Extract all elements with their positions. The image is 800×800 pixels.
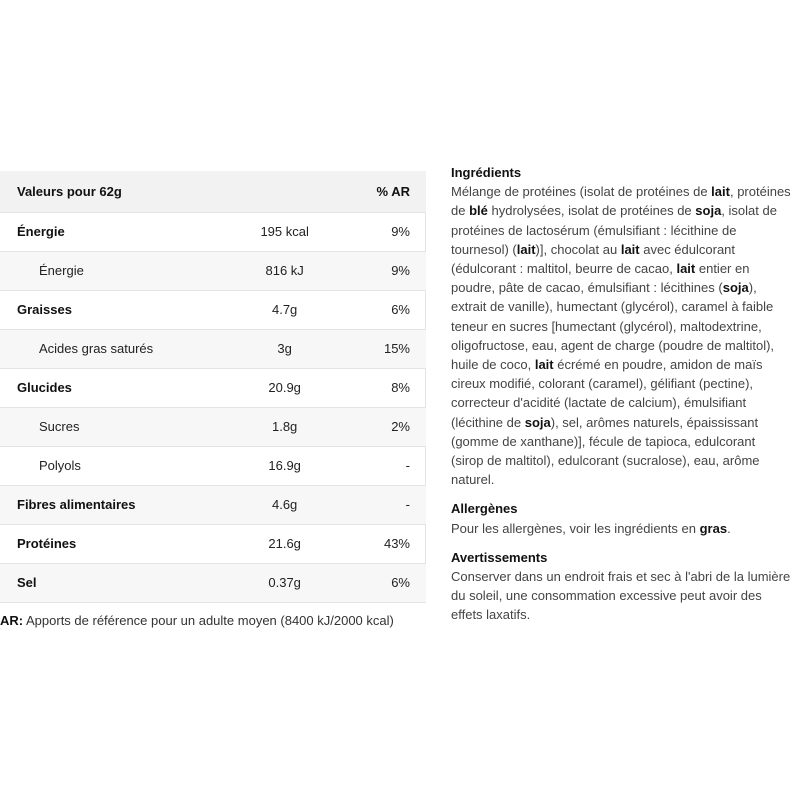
row-value: 4.6g (246, 485, 323, 524)
row-value: 4.7g (246, 290, 323, 329)
row-name: Acides gras saturés (0, 329, 246, 368)
ingredients-segment: ), sel, arômes naturels, épaississant (gomme de xanthane)], fécule de tapioca, edulcorant (sirop de maltitol), edulcorant (sucralose), eau, arôme naturel. (451, 414, 760, 488)
row-ar: 43% (323, 524, 426, 563)
row-ar: - (323, 446, 426, 485)
row-value: 20.9g (246, 368, 323, 407)
table-row (0, 446, 426, 485)
row-name: Fibres alimentaires (0, 485, 246, 524)
allergens-section (451, 499, 791, 537)
warnings-text: Conserver dans un endroit frais et sec à l'abri de la lumière du soleil, une consommation excessive peut avoir des effets laxatifs. (451, 569, 791, 623)
allergens-title: Allergènes (451, 501, 518, 517)
footnote-text: Apports de référence pour un adulte moyen (8400 kJ/2000 kcal) (23, 613, 394, 628)
row-value: 21.6g (246, 524, 323, 563)
header-ar: % AR (323, 171, 426, 212)
allergen-highlight: lait (620, 241, 640, 257)
table-row (0, 524, 426, 563)
row-ar: 8% (323, 368, 426, 407)
allergen-highlight: soja (695, 203, 722, 219)
ingredients-segment: avec édulcorant (édulcorant : maltitol, beurre de cacao, (451, 241, 736, 277)
row-ar: 9% (323, 251, 426, 290)
ingredients-segment: entier en poudre, pâte de cacao, émulsifiant : lécithines ( (451, 261, 750, 296)
table-row (0, 329, 426, 368)
table-row (0, 290, 426, 329)
row-ar: 6% (323, 290, 426, 329)
table-row (0, 563, 426, 602)
warnings-title: Avertissements (451, 549, 548, 565)
ingredients-segment: hydrolysées, isolat de protéines de (487, 203, 696, 219)
table-header-row (0, 171, 426, 212)
row-value: 0.37g (246, 563, 323, 602)
row-name: Protéines (0, 524, 246, 563)
allergen-highlight: lait (534, 357, 554, 373)
row-value: 195 kcal (246, 212, 323, 251)
row-name: Sel (0, 563, 246, 602)
product-details (451, 163, 791, 635)
row-name: Polyols (0, 446, 246, 485)
row-ar: 6% (323, 563, 426, 602)
row-ar: - (323, 485, 426, 524)
allergen-highlight: lait (711, 184, 730, 200)
warnings-section (451, 548, 791, 625)
header-label: Valeurs pour 62g (0, 171, 246, 212)
row-ar: 15% (323, 329, 426, 368)
ingredients-section (451, 163, 791, 489)
row-name: Sucres (0, 407, 246, 446)
allergen-highlight: lait (676, 261, 696, 277)
row-value: 1.8g (246, 407, 323, 446)
allergen-highlight: blé (469, 203, 488, 219)
row-name: Graisses (0, 290, 246, 329)
row-value: 816 kJ (246, 251, 323, 290)
allergen-highlight: lait (516, 241, 536, 257)
allergen-highlight: soja (524, 414, 551, 430)
allergens-text: Pour les allergènes, voir les ingrédients en gras. (451, 520, 731, 536)
row-value: 16.9g (246, 446, 323, 485)
table-row (0, 251, 426, 290)
ingredients-title: Ingrédients (451, 165, 522, 180)
allergen-highlight: soja (722, 280, 749, 296)
table-row (0, 407, 426, 446)
footnote-label: AR: (0, 613, 24, 628)
row-ar: 2% (323, 407, 426, 446)
ingredients-segment: , protéines de (451, 184, 791, 219)
ingredients-segment: ), extrait de vanille), humectant (glycérol), caramel à faible teneur en sucres [humectant (glycérol), maltodextrine, oligofructose, eau, agent de charge (poudre de maltitol), huile de coco, (451, 280, 775, 373)
ingredients-segment: écrémé en poudre, amidon de maïs cireux modifié, colorant (caramel), gélifiant (pectine), correcteur d'acidité (lactate de calcium), émulsifiant (lécithine de (451, 357, 763, 430)
row-name: Énergie (0, 212, 246, 251)
row-value: 3g (246, 329, 323, 368)
ingredients-segment: Mélange de protéines (isolat de protéines de (451, 184, 712, 200)
ingredients-segment: )], chocolat au (535, 241, 621, 257)
table-row (0, 212, 426, 251)
ingredients-segment: , isolat de protéines de lactosérum (émulsifiant : lécithine de tournesol) ( (451, 203, 777, 257)
row-name: Glucides (0, 368, 246, 407)
row-ar: 9% (323, 212, 426, 251)
reference-intake-footnote (0, 613, 394, 628)
nutrition-table (0, 171, 426, 603)
row-name: Énergie (0, 251, 246, 290)
table-row (0, 368, 426, 407)
ingredients-text (451, 182, 791, 489)
table-row (0, 485, 426, 524)
